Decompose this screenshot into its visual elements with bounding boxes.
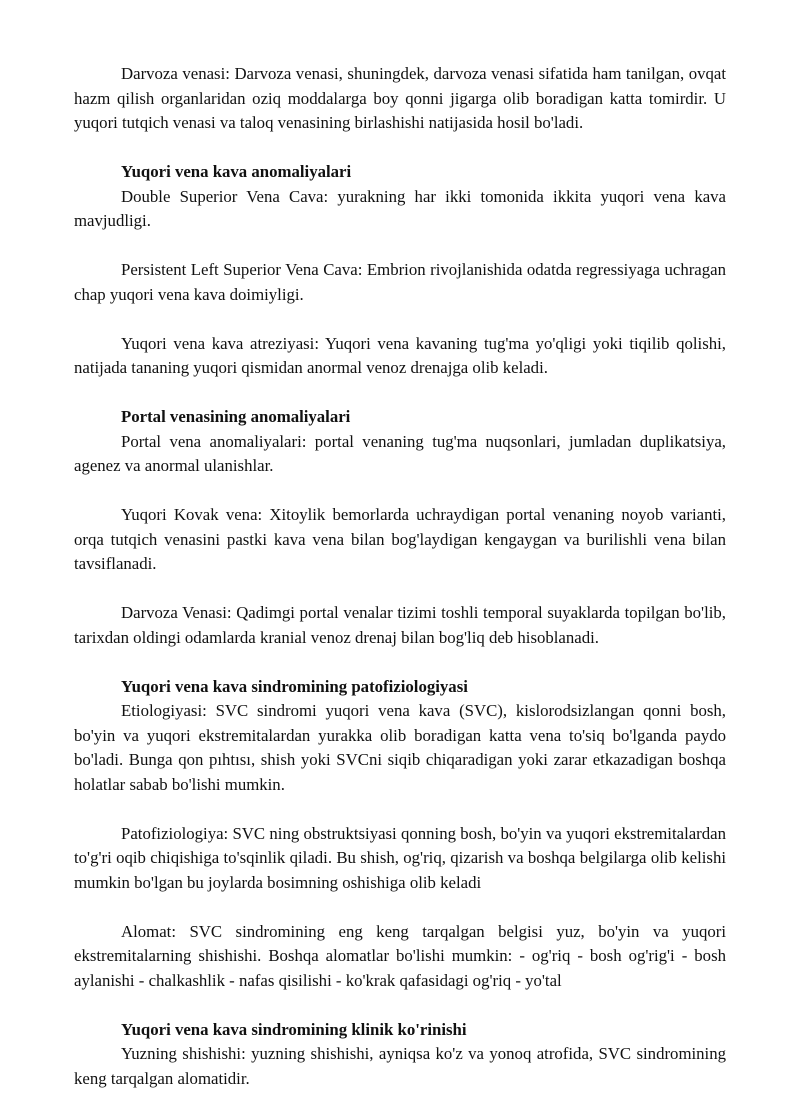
paragraph-double-superior-vena-cava: Double Superior Vena Cava: yurakning har ikki tomonida ikkita yuqori vena kava mavjudligi. [74,186,726,230]
paragraph-persistent-left-svc: Persistent Left Superior Vena Cava: Embrion rivojlanishida odatda regressiyaga uchragan chap yuqori vena kava doimiyligi. [74,260,726,304]
paragraph-portal-vena-anomaliyalari: Portal vena anomaliyalari: portal venaning tug'ma nuqsonlari, jumladan duplikatsiya, agenez va anormal ulanishlar. [74,431,726,475]
paragraph-alomat: Alomat: SVC sindromining eng keng tarqalgan belgisi yuz, bo'yin va yuqori ekstremitalarning shishishi. Boshqa alomatlar bo'lishi mumkin: - og'riq - bosh og'rig'i - bosh aylanishi - chalkashlik - nafas qisilishi - ko'krak qafasidagi og'riq - yo'tal [74,921,726,990]
paragraph-darvoza-venasi: Darvoza venasi: Darvoza venasi, shuningdek, darvoza venasi sifatida ham tanilgan, ovqat hazm qilish organlaridan oziq moddalarga boy qonni jigarga olib boradigan katta tomirdir. U yuqori tutqich venasi va taloq venasining birlashishi natijasida hosil bo'ladi. [74,64,726,132]
paragraph-darvoza-venasi-qadimgi: Darvoza Venasi: Qadimgi portal venalar tizimi toshli temporal suyaklarda topilgan bo'lib, tarixdan oldingi odamlarda kranial venoz drenaj bilan bog'liq deb hisoblanadi. [74,603,726,647]
paragraph-yuqori-vena-kava-atreziyasi: Yuqori vena kava atreziyasi: Yuqori vena kavaning tug'ma yo'qligi yoki tiqilib qolishi, natijada tananing yuqori qismidan anormal venoz drenajga olib keladi. [74,333,726,377]
heading-svc-klinik-korinishi: Yuqori vena kava sindromining klinik ko'rinishi [121,1019,467,1039]
paragraph-yuqori-kovak-vena: Yuqori Kovak vena: Xitoylik bemorlarda uchraydigan portal venaning noyob varianti, orqa tutqich venasini pastki kava vena bilan bog'laydigan kengaygan va burilishli vena bilan tavsiflanadi. [74,505,726,573]
paragraph-patofiziologiya: Patofiziologiya: SVC ning obstruktsiyasi qonning bosh, bo'yin va yuqori ekstremitalardan to'g'ri oqib chiqishiga to'sqinlik qiladi. Bu shish, og'riq, qizarish va boshqa belgilarga olib kelishi mumkin bo'lgan bu joylarda bosimning oshishiga olib keladi [74,823,726,892]
paragraph-etiologiyasi: Etiologiyasi: SVC sindromi yuqori vena kava (SVC), kislorodsizlangan qonni bosh, bo'yin va yuqori ekstremitalardan yurakka olib boradigan katta vena to'siq bo'lganda paydo bo'ladi. Bunga qon pıhtısı, shish yoki SVCni siqib chiqaradigan yoki zarar etkazadigan boshqa holatlar sabab bo'lishi mumkin. [74,701,726,794]
heading-yuqori-vena-kava-anomaliyalari: Yuqori vena kava anomaliyalari [121,162,352,181]
paragraph-yuzning-shishishi: Yuzning shishishi: yuzning shishishi, ayniqsa ko'z va yonoq atrofida, SVC sindromining keng tarqalgan alomatidir. [74,1044,726,1088]
heading-portal-venasining-anomaliyalari: Portal venasining anomaliyalari [121,407,351,426]
heading-svc-patofiziologiyasi: Yuqori vena kava sindromining patofiziologiyasi [121,676,468,696]
document-page [74,62,726,1116]
